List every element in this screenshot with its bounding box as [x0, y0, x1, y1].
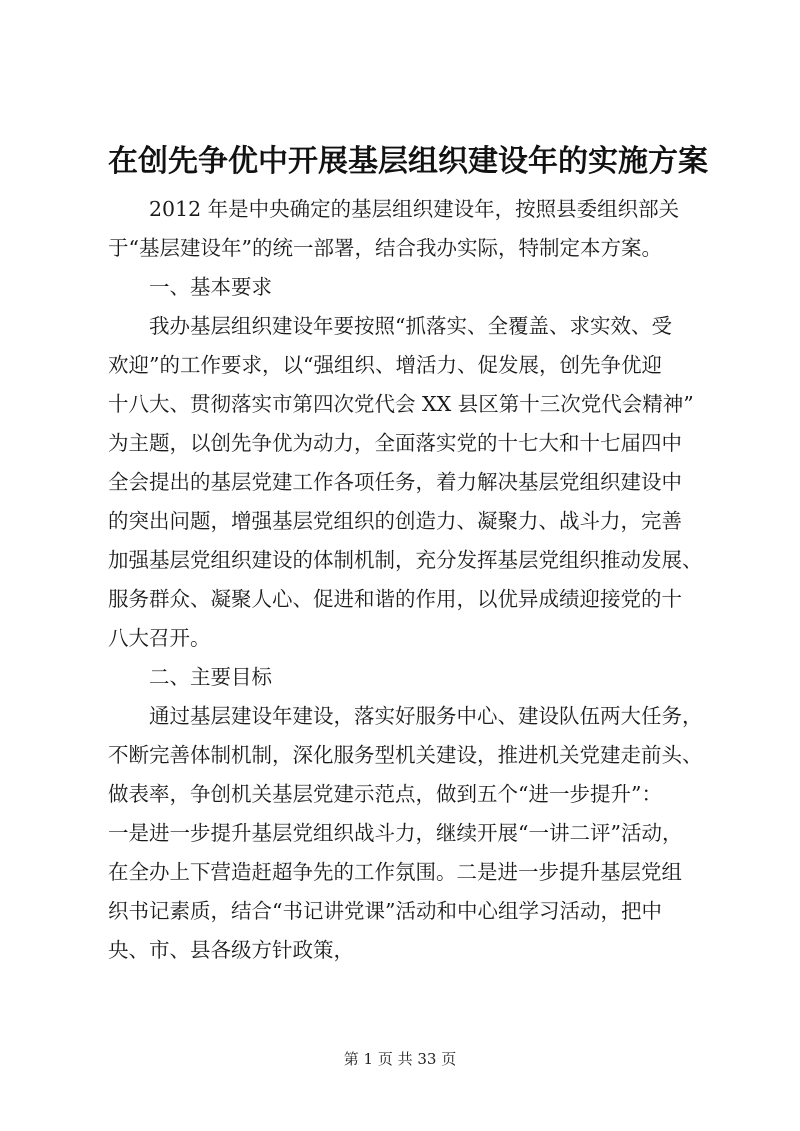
paragraph-line: 为主题，以创先争优为动力，全面落实党的十七大和十七届四中	[108, 431, 682, 455]
paragraph-line: 八大召开。	[108, 626, 211, 650]
paragraph-line: 通过基层建设年建设，落实好服务中心、建设队伍两大任务，	[149, 704, 703, 728]
document-body	[108, 190, 703, 970]
paragraph-line: 在全办上下营造赶超争先的工作氛围。二是进一步提升基层党组	[108, 860, 682, 884]
paragraph-line: 一是进一步提升基层党组织战斗力，继续开展“一讲二评”活动，	[108, 821, 683, 845]
paragraph-line: 全会提出的基层党建工作各项任务，着力解决基层党组织建设中	[108, 470, 682, 494]
paragraph-line: 2012 年是中央确定的基层组织建设年，按照县委组织部关	[149, 197, 680, 221]
paragraph-line: 服务群众、凝聚人心、促进和谐的作用，以优异成绩迎接党的十	[108, 587, 682, 611]
paragraph-line: 不断完善体制机制，深化服务型机关建设，推进机关党建走前头、	[108, 743, 703, 767]
document-title: 在创先争优中开展基层组织建设年的实施方案	[108, 144, 708, 179]
paragraph-line: 加强基层党组织建设的体制机制，充分发挥基层党组织推动发展、	[108, 548, 703, 572]
paragraph-line: 的突出问题，增强基层党组织的创造力、凝聚力、战斗力，完善	[108, 509, 682, 533]
paragraph-line: 于“基层建设年”的统一部署，结合我办实际，特制定本方案。	[108, 236, 662, 260]
paragraph-line: 织书记素质，结合“书记讲党课”活动和中心组学习活动，把中	[108, 899, 662, 923]
page-number-footer: 第 1 页 共 33 页	[343, 1050, 457, 1068]
paragraph-line: 央、市、县各级方针政策，	[108, 938, 354, 962]
paragraph-line: 欢迎”的工作要求，以“强组织、增活力、促发展，创先争优迎	[108, 353, 662, 377]
paragraph-line: 做表率，争创机关基层党建示范点，做到五个“进一步提升”：	[108, 782, 662, 806]
section-heading: 二、主要目标	[149, 665, 272, 689]
paragraph-line: 我办基层组织建设年要按照“抓落实、全覆盖、求实效、受	[149, 314, 672, 338]
section-heading: 一、基本要求	[149, 275, 272, 299]
paragraph-line: 十八大、贯彻落实市第四次党代会 XX 县区第十三次党代会精神”	[108, 392, 694, 416]
